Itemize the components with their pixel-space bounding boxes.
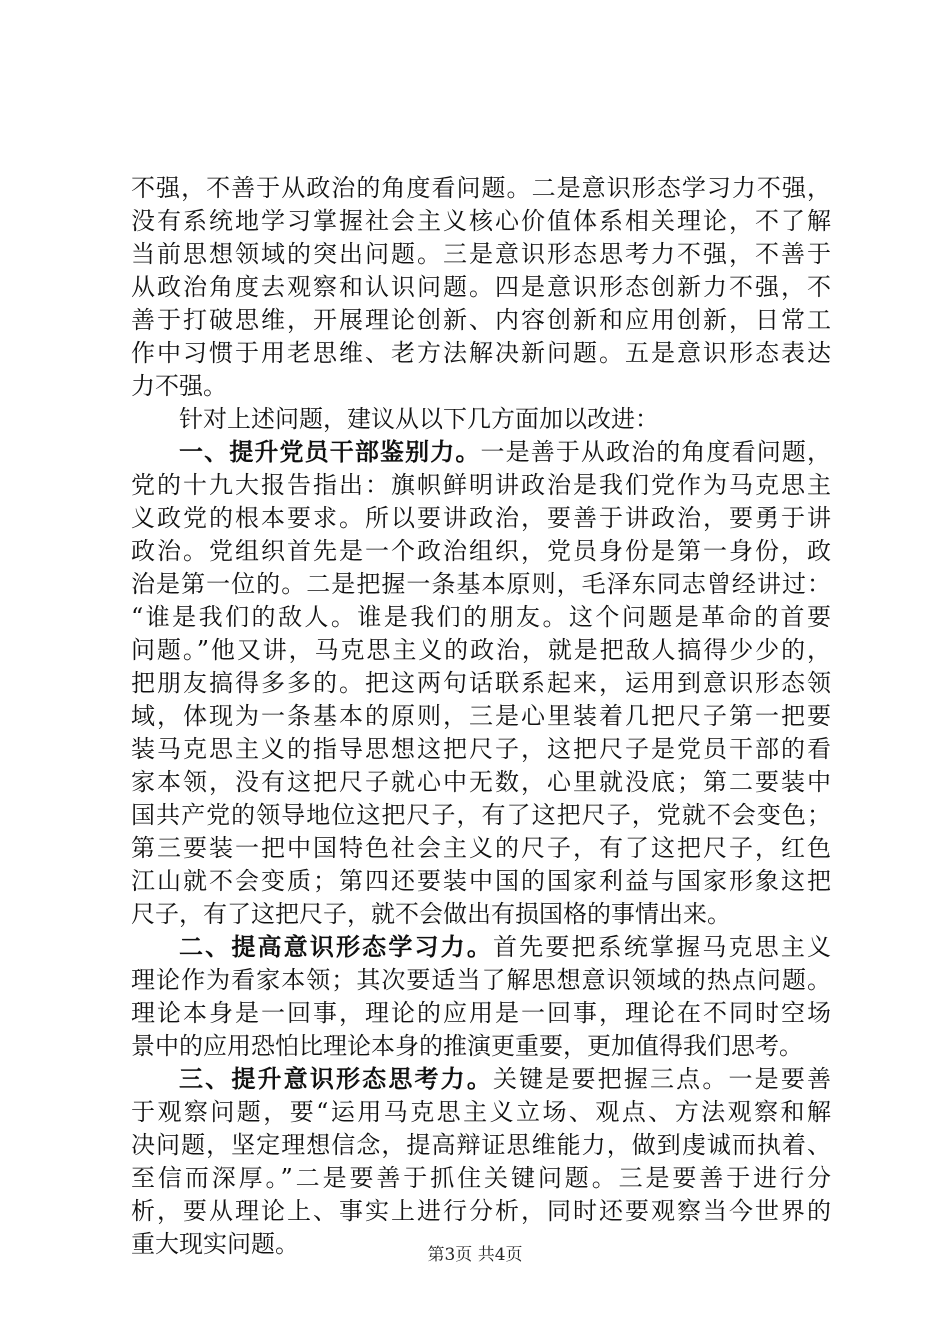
text-run: 首先要把系统掌握马克思主义 xyxy=(493,933,831,961)
text-line-first xyxy=(131,931,831,964)
text-line-first xyxy=(131,1063,831,1096)
text-line: 理论本身是一回事，理论的应用是一回事，理论在不同时空场 xyxy=(131,999,831,1027)
text-line: 析，要从理论上、事实上进行分析，同时还要观察当今世界的 xyxy=(131,1197,831,1225)
paragraph-section-two xyxy=(131,931,831,1063)
paragraph-section-one xyxy=(131,436,831,931)
text-line: 重大现实问题。 xyxy=(131,1230,299,1258)
text-line: 理论作为看家本领；其次要适当了解思想意识领域的热点问题。 xyxy=(131,966,831,994)
paragraph-section-three xyxy=(131,1063,831,1261)
text-line: 域，体现为一条基本的原则，三是心里装着几把尺子第一把要 xyxy=(131,702,831,730)
text-line-first xyxy=(131,436,831,469)
text-line: 善于打破思维，开展理论创新、内容创新和应用创新，日常工 xyxy=(131,306,831,334)
text-run: 一是善于从政治的角度看问题， xyxy=(480,438,832,466)
text-line: 作中习惯于用老思维、老方法解决新问题。五是意识形态表达 xyxy=(131,339,831,367)
paragraph-problems xyxy=(131,172,831,403)
text-line: 第三要装一把中国特色社会主义的尺子，有了这把尺子，红色 xyxy=(131,834,831,862)
text-line: 把朋友搞得多多的。把这两句话联系起来，运用到意识形态领 xyxy=(131,669,831,697)
paragraph-intro xyxy=(131,403,831,436)
section-heading: 二、提高意识形态学习力。 xyxy=(179,933,493,961)
text-line: 尺子，有了这把尺子，就不会做出有损国格的事情出来。 xyxy=(131,900,731,928)
text-line: 决问题，坚定理想信念，提高辩证思维能力，做到虔诚而执着、 xyxy=(131,1131,831,1159)
text-line: 没有系统地学习掌握社会主义核心价值体系相关理论，不了解 xyxy=(131,207,831,235)
text-line: 江山就不会变质；第四还要装中国的国家利益与国家形象这把 xyxy=(131,867,831,895)
text-line: 家本领，没有这把尺子就心中无数，心里就没底；第二要装中 xyxy=(131,768,831,796)
text-line: 至信而深厚。”二是要善于抓住关键问题。三是要善于进行分 xyxy=(131,1164,831,1192)
text-line: 政治。党组织首先是一个政治组织，党员身份是第一身份，政 xyxy=(131,537,831,565)
text-line: 景中的应用恐怕比理论本身的推演更重要，更加值得我们思考。 xyxy=(131,1032,803,1060)
text-line: 不强，不善于从政治的角度看问题。二是意识形态学习力不强， xyxy=(131,174,831,202)
text-line: 问题。”他又讲，马克思主义的政治，就是把敌人搞得少少的， xyxy=(131,636,831,664)
page-footer: 第3页 共4页 xyxy=(427,1245,523,1265)
section-heading: 三、提升意识形态思考力。 xyxy=(179,1065,493,1093)
text-line: 党的十九大报告指出：旗帜鲜明讲政治是我们党作为马克思主 xyxy=(131,471,831,499)
text-line: 治是第一位的。二是把握一条基本原则，毛泽东同志曾经讲过： xyxy=(131,570,831,598)
section-heading: 一、提升党员干部鉴别力。 xyxy=(179,438,481,466)
document-body xyxy=(131,172,831,1261)
text-line: 装马克思主义的指导思想这把尺子，这把尺子是党员干部的看 xyxy=(131,735,831,763)
text-line: 力不强。 xyxy=(131,372,227,400)
text-line: 从政治角度去观察和认识问题。四是意识形态创新力不强，不 xyxy=(131,273,831,301)
text-line: 国共产党的领导地位这把尺子，有了这把尺子，党就不会变色； xyxy=(131,801,831,829)
text-run: 关键是要把握三点。一是要善 xyxy=(493,1065,831,1093)
text-line: 于观察问题，要“运用马克思主义立场、观点、方法观察和解 xyxy=(131,1098,831,1126)
text-line: 针对上述问题，建议从以下几方面加以改进： xyxy=(179,405,659,433)
text-line: “谁是我们的敌人。谁是我们的朋友。这个问题是革命的首要 xyxy=(131,603,831,631)
text-line: 义政党的根本要求。所以要讲政治，要善于讲政治，要勇于讲 xyxy=(131,504,831,532)
text-line: 当前思想领域的突出问题。三是意识形态思考力不强，不善于 xyxy=(131,240,831,268)
